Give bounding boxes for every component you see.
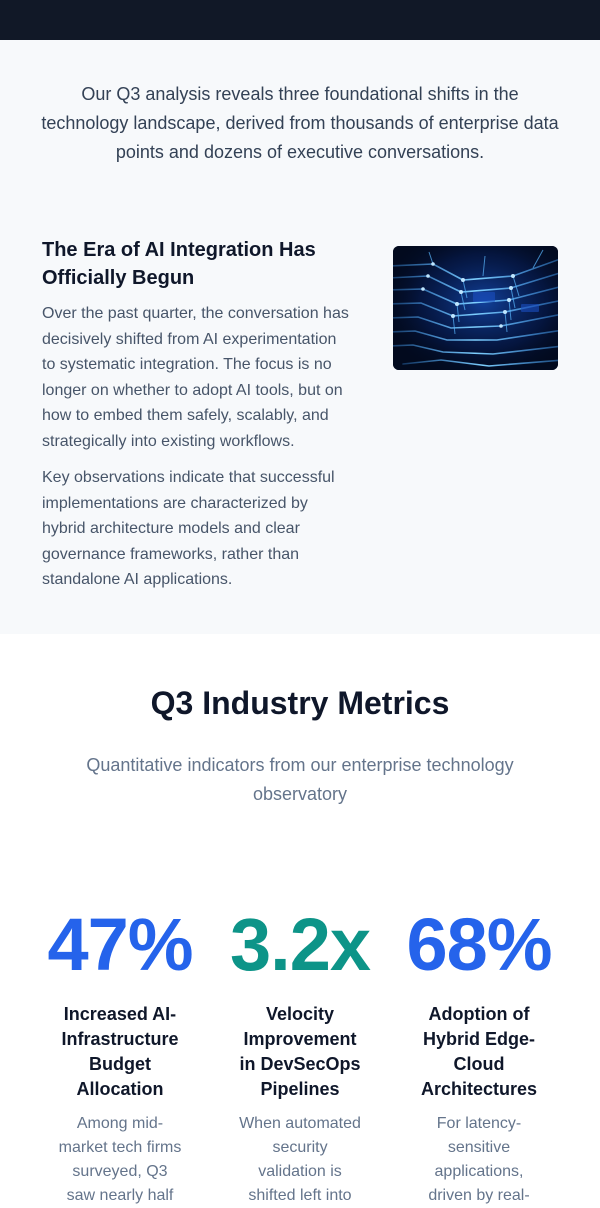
intro-section — [0, 40, 600, 634]
feature-paragraph-2: Key observations indicate that successful implementations are characterized by hybrid architecture models and clear governance frameworks, rather than standalone AI applications. — [42, 469, 335, 588]
top-navigation-bar — [0, 0, 600, 40]
circuit-board-image — [393, 246, 558, 370]
feature-paragraph-1: Over the past quarter, the conversation has decisively shifted from AI experimentation to systematic integration. The focus is no longer on whether to adopt AI tools, but on how to embed them safely, scalably, and strategically into existing workflows. — [42, 305, 349, 450]
metric-value: 47% — [47, 903, 193, 986]
metrics-title: Q3 Industry Metrics — [150, 685, 450, 721]
metric-card — [225, 900, 375, 1208]
metric-label: Adoption of Hybrid Edge-Cloud Architectures — [420, 1004, 538, 1099]
metric-description: Among mid-market tech firms surveyed, Q3 saw nearly half — [58, 1115, 182, 1204]
metric-description: For latency-sensitive applications, driven by real- — [428, 1115, 530, 1204]
metric-value: 68% — [406, 903, 552, 986]
metric-label: Increased AI-Infrastructure Budget Allocation — [61, 1004, 179, 1099]
feature-title: The Era of AI Integration Has Officially Begun — [42, 239, 316, 289]
intro-text: Our Q3 analysis reveals three foundational shifts in the technology landscape, derived from thousands of enterprise data points and dozens of executive conversations. — [41, 84, 559, 162]
metric-label: Velocity Improvement in DevSecOps Pipelines — [239, 1004, 361, 1099]
metric-value: 3.2x — [229, 903, 371, 986]
metrics-subtitle: Quantitative indicators from our enterprise technology observatory — [86, 755, 514, 804]
metric-card — [404, 900, 554, 1208]
metric-description: When automated security validation is shifted left into — [239, 1115, 361, 1204]
metric-card — [45, 900, 195, 1208]
